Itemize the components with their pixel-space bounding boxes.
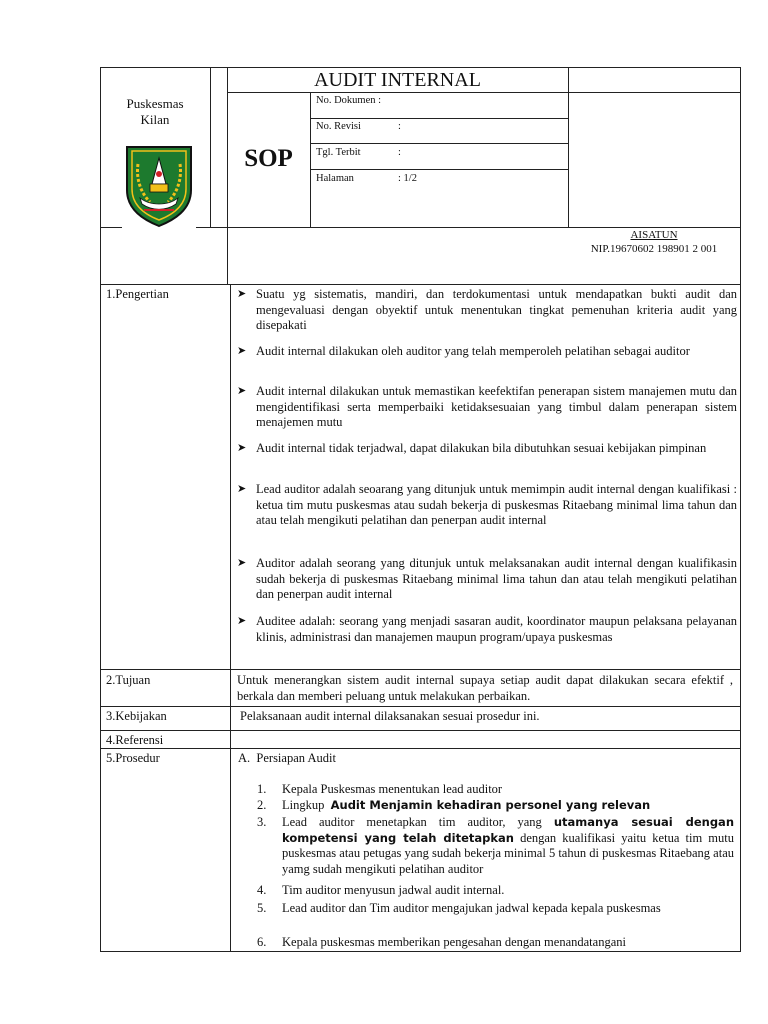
row-divider (100, 284, 741, 285)
label-prosedur: 5.Prosedur (106, 751, 160, 765)
list-item: ➤ Lead auditor adalah seoarang yang ditunjuk untuk memimpin audit internal dengan kualifikasi : ketua tim mutu puskesmas atau sudah bekerja di puskesmas Ritaebang minimal lima tahun dan atau telah mengikuti pelatihan dan penerpan audit internal (237, 482, 737, 527)
header-divider (100, 227, 122, 228)
step-number: 6. (257, 935, 267, 949)
step-text: Tim auditor menyusun jadwal audit internal. (282, 883, 505, 897)
step-text: Kepala puskesmas memberikan pengesahan dengan menandatangani (282, 935, 626, 949)
step-number: 2. (257, 798, 267, 812)
list-item: ➤ Audit internal tidak terjadwal, dapat dilakukan bila dibutuhkan sesuai kebijakan pimpinan (237, 441, 707, 455)
row-divider (100, 706, 741, 707)
field-tgl-terbit: Tgl. Terbit : (316, 147, 401, 158)
header-divider (310, 118, 568, 119)
header-divider (568, 67, 569, 227)
row-divider (100, 669, 741, 670)
field-no-dokumen: No. Dokumen : (316, 95, 382, 106)
step-text: Lead auditor dan Tim auditor mengajukan jadwal kepada kepala puskesmas (282, 901, 661, 915)
step-number: 3. (257, 815, 267, 829)
table-bottom-border (100, 951, 741, 952)
header-divider (227, 67, 228, 284)
arrow-bullet-icon: ➤ (237, 557, 247, 569)
list-item: ➤ Audit internal dilakukan untuk memastikan keefektifan penerapan sistem manajemen mutu dan mengidentifikasi serta memperbaiki ketidaksesuaian yang timbul dalam penerapan sistem menajemen mutu (237, 384, 737, 429)
arrow-bullet-icon: ➤ (237, 615, 247, 627)
document-title: AUDIT INTERNAL (314, 69, 481, 91)
header-divider (310, 143, 568, 144)
header-divider (227, 92, 741, 93)
step-text: Lead auditor menetapkan tim auditor, yang utamanya sesuai dengan kompetensi yang telah ditetapkan dengan kualifikasi yaitu ketua tim mutu puskesmas atau petugas yang sudah bekerja minimal 5 tahun di puskesmas Ritaebang atau yamg sudah mengikuti pelatihan auditor (282, 815, 735, 876)
arrow-bullet-icon: ➤ (237, 288, 247, 300)
arrow-bullet-icon: ➤ (237, 385, 247, 397)
sop-label: SOP (244, 145, 293, 172)
step-number: 4. (257, 883, 267, 897)
row-divider (100, 748, 741, 749)
prosedur-heading: A. Persiapan Audit (238, 751, 336, 765)
org-name: Puskesmas Kilan (126, 96, 184, 127)
coat-of-arms-logo (122, 144, 196, 228)
header-divider (310, 92, 311, 227)
label-tujuan: 2.Tujuan (106, 673, 151, 687)
column-divider (230, 284, 231, 952)
label-kebijakan: 3.Kebijakan (106, 709, 167, 723)
arrow-bullet-icon: ➤ (237, 345, 247, 357)
list-item: ➤ Suatu yg sistematis, mandiri, dan terdokumentasi untuk mendapatkan bukti audit dan mengevaluasi dengan obyektif untuk menentukan tingkat pemenuhan kriteria audit yang disepakati (237, 287, 737, 332)
signer-block (568, 228, 740, 256)
header-divider (310, 169, 568, 170)
step-number: 5. (257, 901, 267, 915)
kebijakan-text: Pelaksanaan audit internal dilaksanakan sesuai prosedur ini. (240, 709, 540, 723)
table-right-border (740, 67, 741, 952)
list-item: ➤ Audit internal dilakukan oleh auditor yang telah memperoleh pelatihan sebagai auditor (237, 344, 690, 358)
step-text: Kepala Puskesmas menentukan lead auditor (282, 782, 503, 796)
step-number: 1. (257, 782, 267, 796)
field-no-revisi: No. Revisi : (316, 121, 401, 132)
step-text: Lingkup Audit Menjamin kehadiran personel yang relevan (282, 798, 651, 812)
list-item: ➤ Auditor adalah seorang yang ditunjuk untuk melaksanakan audit internal dengan kualifikasin sudah bekerja di puskesmas Ritaebang minimal lima tahun dan atau telah mengikuti pelatihan dan penerpan audit internal (237, 556, 737, 601)
arrow-bullet-icon: ➤ (237, 483, 247, 495)
arrow-bullet-icon: ➤ (237, 442, 247, 454)
field-halaman: Halaman : 1/2 (316, 173, 417, 184)
signer-name: AISATUN (630, 229, 678, 241)
row-divider (100, 730, 741, 731)
label-pengertian: 1.Pengertian (106, 287, 169, 301)
label-referensi: 4.Referensi (106, 733, 164, 747)
header-divider (210, 67, 211, 227)
table-left-border (100, 67, 101, 952)
list-item: ➤ Auditee adalah: seorang yang menjadi sasaran audit, koordinator maupun pelaksana pelayanan klinis, administrasi dan manajemen maupun program/upaya puskesmas (237, 614, 737, 644)
tujuan-text: Untuk menerangkan sistem audit internal supaya setiap audit dapat dilakukan secara efektif , berkala dan memberi peluang untuk melakukan perbaikan. (237, 673, 733, 703)
signer-nip: NIP.19670602 198901 2 001 (590, 243, 718, 255)
